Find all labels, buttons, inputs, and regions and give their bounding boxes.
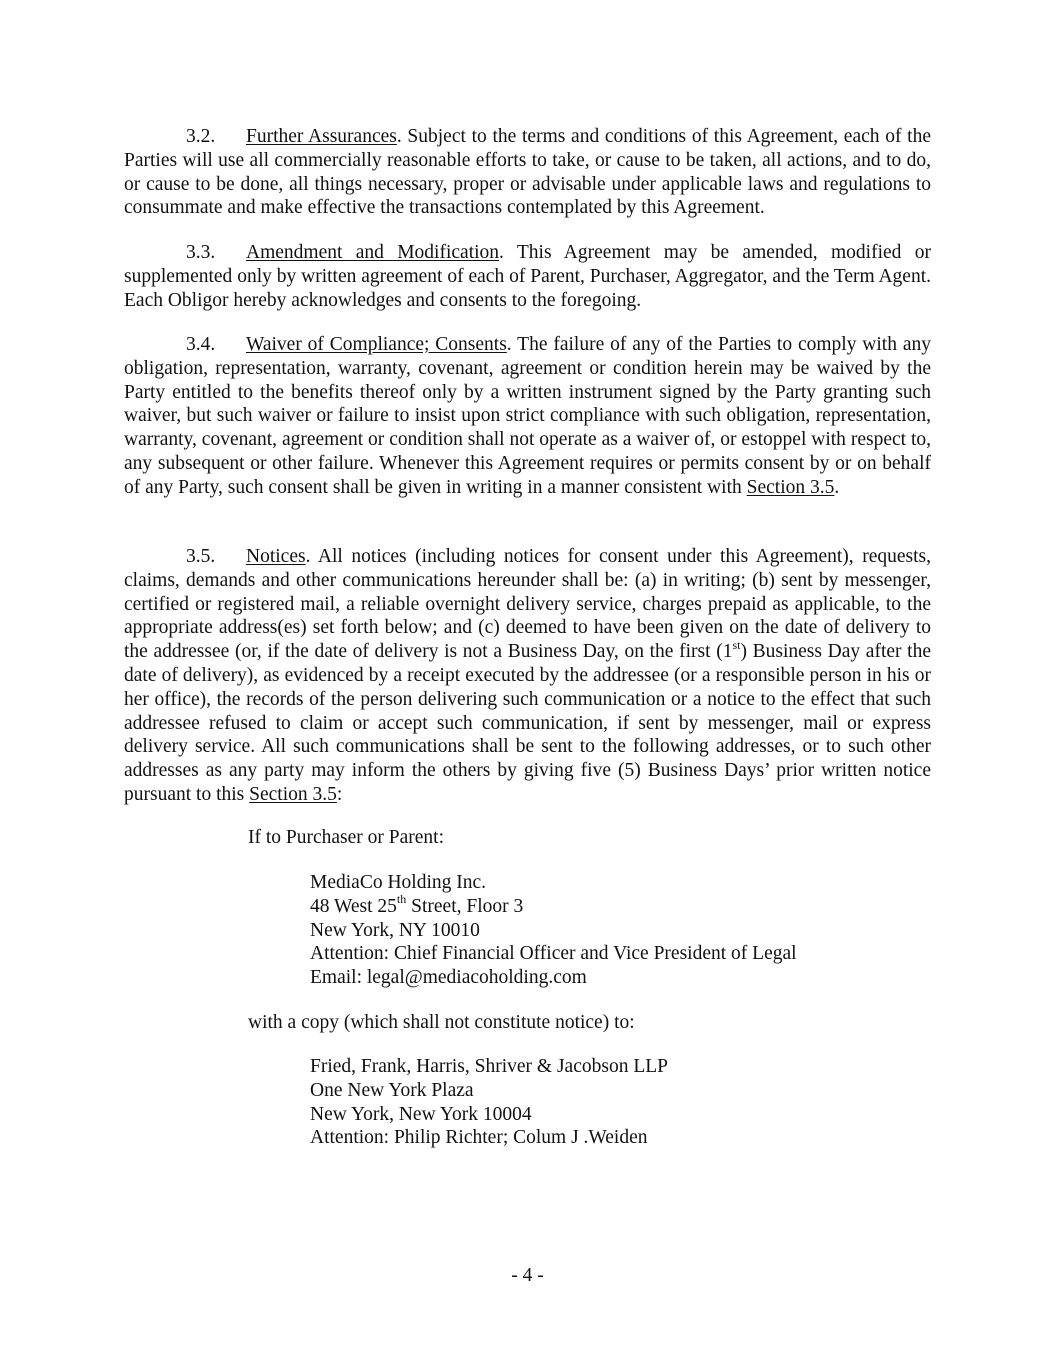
section-body: . The failure of any of the Parties to comply with any obligation, representation, warranty, covenant, agreement or condition herein may be waived by the Party entitled to the benefits thereof only by a written instrument signed by the Party granting such waiver, but such waiver or failure to insist upon strict compliance with such obligation, representation, warranty, covenant, agreement or condition shall not operate as a waiver of, or estoppel with respect to, any subsequent or other failure. Whenever this Agreement requires or permits consent by or on behalf of any Party, such consent shall be given in writing in a manner consistent with <box>124 334 931 498</box>
section-number: 3.3. <box>186 242 216 263</box>
counsel-address-block <box>310 1055 668 1150</box>
section-3-2 <box>124 125 931 220</box>
address-email: Email: legal@mediacoholding.com <box>310 967 587 989</box>
section-body: . Subject to the terms and conditions of this Agreement, each of the Parties will use all commercially reasonable efforts to take, or cause to be taken, all actions, and to do, or cause to be done, all things necessary, proper or advisable under applicable laws and regulations to consummate and make effective the transactions contemplated by this Agreement. <box>124 126 931 219</box>
street-name: Street, Floor 3 <box>406 895 524 917</box>
purchaser-address-block <box>310 871 797 990</box>
section-3-4 <box>124 333 931 500</box>
address-name: Fried, Frank, Harris, Shriver & Jacobson LLP <box>310 1056 668 1077</box>
address-attention: Attention: Philip Richter; Colum J .Weiden <box>310 1127 648 1149</box>
section-end: . <box>834 476 840 498</box>
ordinal-superscript: st <box>732 637 741 652</box>
section-number: 3.5. <box>186 546 216 567</box>
section-3-5 <box>124 545 931 807</box>
section-reference: Section 3.5 <box>249 783 337 805</box>
section-number: 3.2. <box>186 126 216 147</box>
section-heading: Notices <box>246 546 306 567</box>
section-body: . All notices (including notices for consent under this Agreement), requests, claims, demands and other communications hereunder shall be: (a) in writing; (b) sent by messenger, certified or registered mail, a reliable overnight delivery service, charges prepaid as applicable, to the appropriate address(es) set forth below; and (c) deemed to have been given on the date of delivery to the addressee (or, if the date of delivery is not a Business Day, on the first (1 <box>124 546 931 663</box>
street-number: 48 West 25 <box>310 895 397 917</box>
address-attention: Attention: Chief Financial Officer and Vice President of Legal <box>310 943 797 965</box>
address-city: New York, NY 10010 <box>310 919 480 941</box>
section-body: . This Agreement may be amended, modified or supplemented only by written agreement of each of Parent, Purchaser, Aggregator, and the Term Agent. Each Obligor hereby acknowledges and consents to the foregoing. <box>124 242 931 311</box>
section-3-3 <box>124 241 931 312</box>
address-street: One New York Plaza <box>310 1079 474 1101</box>
section-heading: Waiver of Compliance; Consents <box>246 334 507 355</box>
address-name: MediaCo Holding Inc. <box>310 872 487 893</box>
section-heading: Amendment and Modification <box>246 242 500 263</box>
ordinal-superscript: th <box>396 892 407 907</box>
section-number: 3.4. <box>186 334 216 355</box>
section-heading: Further Assurances <box>246 126 397 147</box>
copy-recipient-label: with a copy (which shall not constitute notice) to: <box>248 1012 635 1033</box>
notice-recipient-label: If to Purchaser or Parent: <box>248 827 445 848</box>
section-body-continued: ) Business Day after the date of delivery), as evidenced by a receipt executed by the addressee (or a responsible person in his or her office), the records of the person delivering such communication or a notice to the effect that such addressee refused to claim or accept such communication, if sent by messenger, mail or express delivery service. All such communications shall be sent to the following addresses, or to such other addresses as any party may inform the others by giving five (5) Business Days’ prior written notice pursuant to this <box>124 641 931 805</box>
address-city: New York, New York 10004 <box>310 1103 532 1125</box>
section-end: : <box>336 783 343 805</box>
page-number: - 4 - <box>511 1265 544 1286</box>
section-reference: Section 3.5 <box>746 476 835 498</box>
address-street <box>310 892 797 919</box>
